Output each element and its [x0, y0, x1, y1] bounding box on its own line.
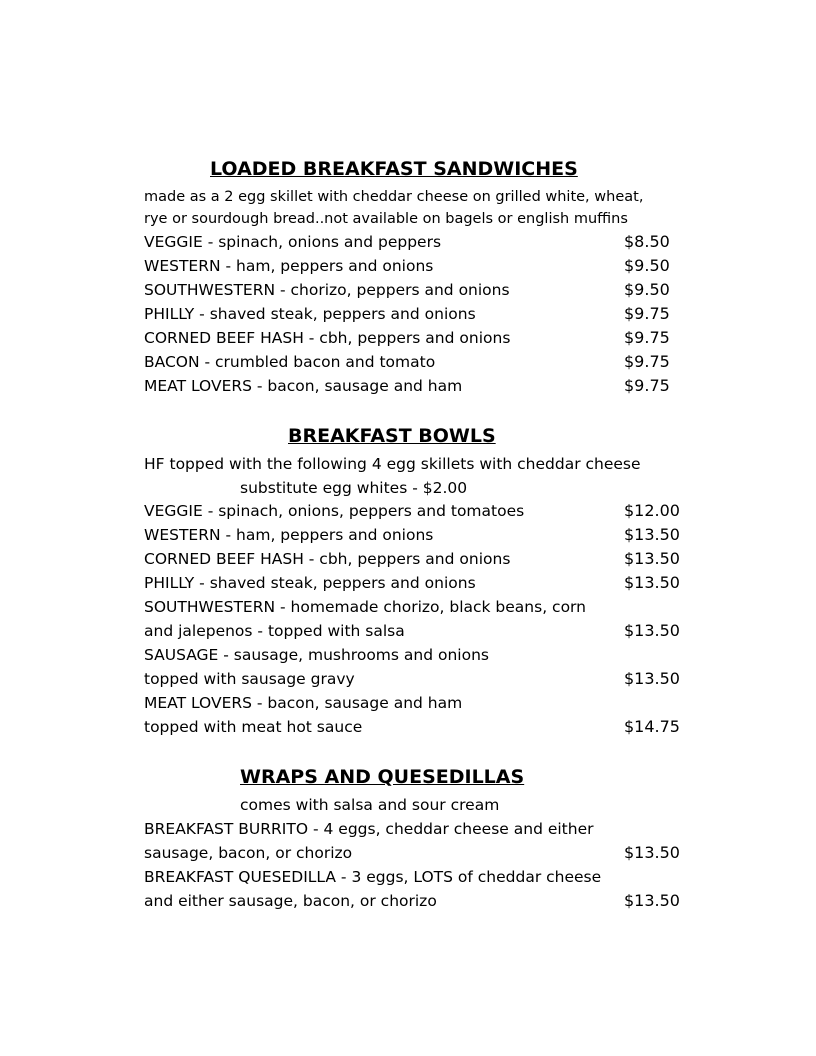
menu-item-name-continued: sausage, bacon, or chorizo [144, 844, 353, 862]
menu-item-name: SAUSAGE - sausage, mushrooms and onions [144, 646, 489, 664]
menu-item-price: $8.50 [624, 232, 670, 251]
menu-item-name: SOUTHWESTERN - chorizo, peppers and onions [144, 281, 510, 299]
menu-item-name: VEGGIE - spinach, onions and peppers [144, 233, 442, 251]
menu-item-price: $9.75 [624, 376, 670, 395]
section-heading: BREAKFAST BOWLS [288, 425, 496, 447]
menu-item-price: $9.75 [624, 328, 670, 347]
menu-item-price: $9.50 [624, 256, 670, 275]
menu-item-price: $9.75 [624, 304, 670, 323]
menu-item-price: $13.50 [624, 549, 680, 568]
menu-item-name: CORNED BEEF HASH - cbh, peppers and onions [144, 550, 511, 568]
menu-item-price: $13.50 [624, 525, 680, 544]
menu-item-name: WESTERN - ham, peppers and onions [144, 257, 434, 275]
menu-item-name: BREAKFAST QUESEDILLA - 3 eggs, LOTS of cheddar cheese [144, 868, 602, 886]
menu-item-name: VEGGIE - spinach, onions, peppers and tomatoes [144, 502, 525, 520]
menu-item-price: $13.50 [624, 843, 680, 862]
section-description: HF topped with the following 4 egg skillets with cheddar cheese [144, 455, 641, 473]
menu-item-name: PHILLY - shaved steak, peppers and onions [144, 305, 476, 323]
menu-item-name: BREAKFAST BURRITO - 4 eggs, cheddar cheese and either [144, 820, 594, 838]
section-heading: WRAPS AND QUESEDILLAS [240, 766, 525, 788]
menu-item-price: $9.50 [624, 280, 670, 299]
menu-item-price: $12.00 [624, 501, 680, 520]
menu-item-price: $13.50 [624, 891, 680, 910]
menu-item-name: PHILLY - shaved steak, peppers and onions [144, 574, 476, 592]
section-description: substitute egg whites - $2.00 [240, 479, 468, 497]
menu-item-name: MEAT LOVERS - bacon, sausage and ham [144, 377, 463, 395]
menu-item-price: $13.50 [624, 669, 680, 688]
menu-item-name-continued: and either sausage, bacon, or chorizo [144, 892, 437, 910]
menu-item-price: $9.75 [624, 352, 670, 371]
section-description: made as a 2 egg skillet with cheddar cheese on grilled white, wheat, [144, 189, 644, 205]
menu-item-name: BACON - crumbled bacon and tomato [144, 353, 436, 371]
menu-item-name: MEAT LOVERS - bacon, sausage and ham [144, 694, 463, 712]
menu-item-price: $13.50 [624, 621, 680, 640]
menu-item-name: CORNED BEEF HASH - cbh, peppers and onions [144, 329, 511, 347]
section-description: rye or sourdough bread..not available on bagels or english muffins [144, 211, 628, 227]
section-heading: LOADED BREAKFAST SANDWICHES [210, 158, 578, 180]
section-description: comes with salsa and sour cream [240, 796, 500, 814]
menu-item-name-continued: topped with sausage gravy [144, 670, 355, 688]
menu-item-price: $13.50 [624, 573, 680, 592]
menu-item-name-continued: topped with meat hot sauce [144, 718, 363, 736]
menu-item-name: SOUTHWESTERN - homemade chorizo, black beans, corn [144, 598, 586, 616]
menu-item-price: $14.75 [624, 717, 680, 736]
menu-item-name-continued: and jalepenos - topped with salsa [144, 622, 405, 640]
menu-item-name: WESTERN - ham, peppers and onions [144, 526, 434, 544]
